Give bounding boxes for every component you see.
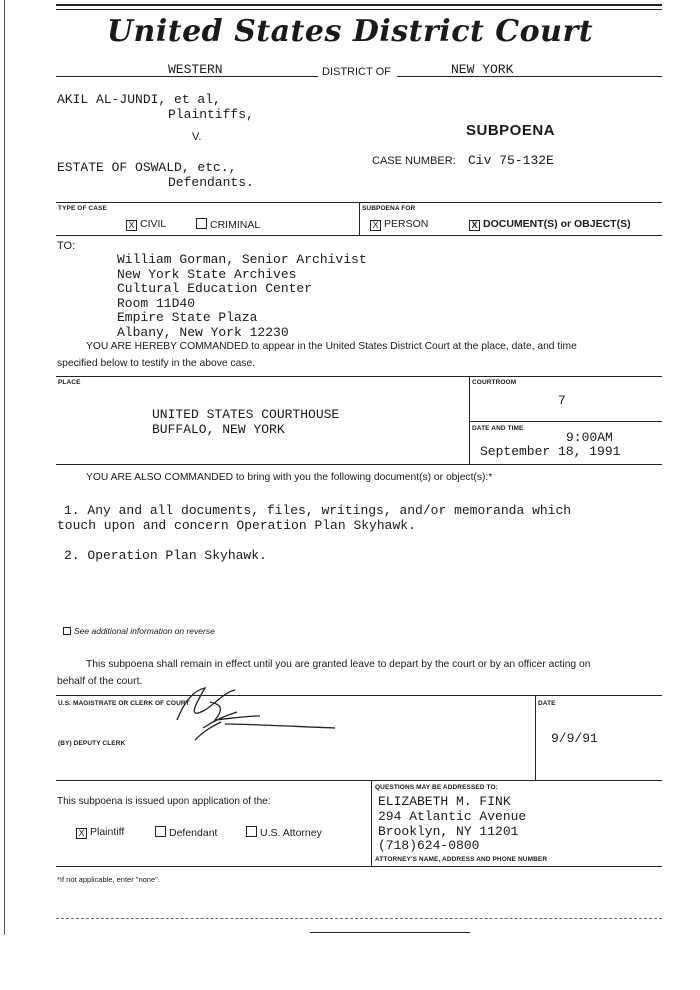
type-of-case-label: TYPE OF CASE: [58, 205, 107, 212]
document-title: SUBPOENA: [466, 122, 556, 139]
bottom-rule: [56, 918, 662, 919]
plaintiff-label: Plaintiff: [90, 826, 125, 838]
command-line-2: specified below to testify in the above case.: [57, 358, 256, 369]
attorney-line: 294 Atlantic Avenue: [378, 808, 527, 824]
recipient-line: Empire State Plaza: [117, 310, 258, 326]
district-left-value: WESTERN: [168, 62, 223, 77]
courtroom-bottom-rule: [469, 421, 662, 422]
documents-label: DOCUMENT(S) or OBJECT(S): [483, 218, 631, 230]
document-item-1-line-2: touch upon and concern Operation Plan Skyhawk.: [57, 518, 416, 533]
recipient-line: Cultural Education Center: [117, 281, 313, 297]
subpoena-for-label: SUBPOENA FOR: [362, 205, 416, 212]
effect-line-1: This subpoena shall remain in effect until you are granted leave to depart by the court or by an officer acting on: [86, 659, 591, 670]
signature-divider: [535, 695, 536, 780]
place-divider: [469, 376, 470, 464]
see-additional-checkbox: [63, 627, 71, 635]
versus-label: V.: [192, 131, 202, 143]
defendant-check-box: [155, 826, 166, 837]
recipient-line: Room 11D40: [117, 295, 196, 311]
command-line-1: YOU ARE HEREBY COMMANDED to appear in the United States District Court at the place, date, and time: [86, 341, 577, 352]
courtroom-label: COURTROOM: [472, 379, 517, 386]
signature-date-value: 9/9/91: [551, 731, 598, 746]
person-label: PERSON: [384, 218, 429, 230]
deputy-clerk-label: (BY) DEPUTY CLERK: [58, 740, 126, 747]
footnote: *If not applicable, enter "none".: [57, 875, 160, 884]
also-commanded: YOU ARE ALSO COMMANDED to bring with you the following document(s) or object(s):*: [86, 472, 493, 483]
type-row-bottom-rule: [56, 235, 662, 236]
magistrate-label: U.S. MAGISTRATE OR CLERK OF COURT: [58, 700, 190, 707]
us-attorney-check-box: [246, 826, 257, 837]
us-attorney-label: U.S. Attorney: [260, 827, 322, 839]
attorney-line: (718)624-0800: [378, 838, 480, 854]
plaintiff-role: Plaintiffs,: [168, 107, 254, 122]
plaintiff-name: AKIL AL-JUNDI, et al,: [57, 92, 221, 107]
document-item-1-line-1: 1. Any and all documents, files, writings, and/or memoranda which: [64, 503, 572, 518]
type-row-divider: [359, 202, 360, 235]
attorney-line: ELIZABETH M. FINK: [378, 794, 511, 809]
defendant-checkbox: [155, 826, 217, 839]
person-checkbox: [370, 218, 428, 231]
attorney-footer-label: ATTORNEY'S NAME, ADDRESS AND PHONE NUMBER: [375, 856, 548, 863]
plaintiff-check-mark: X: [76, 828, 87, 839]
place-bottom-rule: [56, 464, 662, 465]
top-rule: [56, 4, 662, 6]
civil-checkbox: [126, 218, 166, 231]
documents-check-mark: X: [469, 220, 480, 231]
top-rule-thin: [56, 9, 662, 10]
see-additional-note: [63, 626, 215, 636]
defendant-label: Defendant: [169, 827, 218, 839]
place-top-rule: [56, 376, 662, 377]
document-item-2: 2. Operation Plan Skyhawk.: [64, 548, 267, 563]
district-right-line: [397, 76, 662, 77]
application-label: This subpoena is issued upon application of the:: [57, 796, 271, 807]
recipient-line: New York State Archives: [117, 266, 297, 282]
signature-bottom-rule: [56, 780, 662, 781]
to-label: TO:: [57, 240, 76, 252]
application-bottom-rule: [56, 866, 662, 867]
case-number-label: CASE NUMBER:: [372, 155, 456, 167]
civil-check-mark: X: [126, 220, 137, 231]
recipient-line: Albany, New York 12230: [117, 324, 289, 340]
criminal-label: CRIMINAL: [210, 219, 261, 231]
district-label: DISTRICT OF: [322, 66, 391, 78]
documents-checkbox: [469, 218, 631, 231]
person-check-mark: X: [370, 220, 381, 231]
criminal-check-box: [196, 218, 207, 229]
court-title: United States District Court: [106, 14, 594, 49]
recipient-address: [117, 253, 367, 341]
courtroom-value: 7: [558, 393, 566, 408]
case-number-value: Civ 75-132E: [468, 153, 554, 168]
defendant-role: Defendants.: [168, 175, 254, 190]
left-edge-rule: [4, 0, 5, 935]
bottom-short-rule: [310, 932, 470, 933]
attorney-contact: [378, 795, 526, 854]
date-time-label: DATE AND TIME: [472, 425, 524, 432]
place-line-1: UNITED STATES COURTHOUSE: [152, 407, 340, 422]
appearance-date: September 18, 1991: [480, 444, 621, 459]
us-attorney-checkbox: [246, 826, 322, 839]
effect-line-2: behalf of the court.: [57, 676, 143, 687]
clerk-signature: [165, 680, 345, 750]
application-divider: [371, 780, 372, 866]
appearance-time: 9:00AM: [566, 430, 613, 445]
civil-label: CIVIL: [140, 218, 167, 230]
attorney-line: Brooklyn, NY 11201: [378, 823, 519, 839]
signature-top-rule: [56, 695, 662, 696]
place-line-2: BUFFALO, NEW YORK: [152, 422, 285, 437]
place-label: PLACE: [58, 379, 81, 386]
district-right-value: NEW YORK: [451, 62, 514, 77]
plaintiff-checkbox: [76, 826, 124, 839]
see-additional-label: See additional information on reverse: [74, 626, 215, 636]
questions-label: QUESTIONS MAY BE ADDRESSED TO:: [375, 784, 498, 791]
recipient-line: William Gorman, Senior Archivist: [117, 252, 367, 267]
signature-date-label: DATE: [538, 700, 556, 707]
defendant-name: ESTATE OF OSWALD, etc.,: [57, 160, 237, 175]
criminal-checkbox: [196, 218, 260, 231]
